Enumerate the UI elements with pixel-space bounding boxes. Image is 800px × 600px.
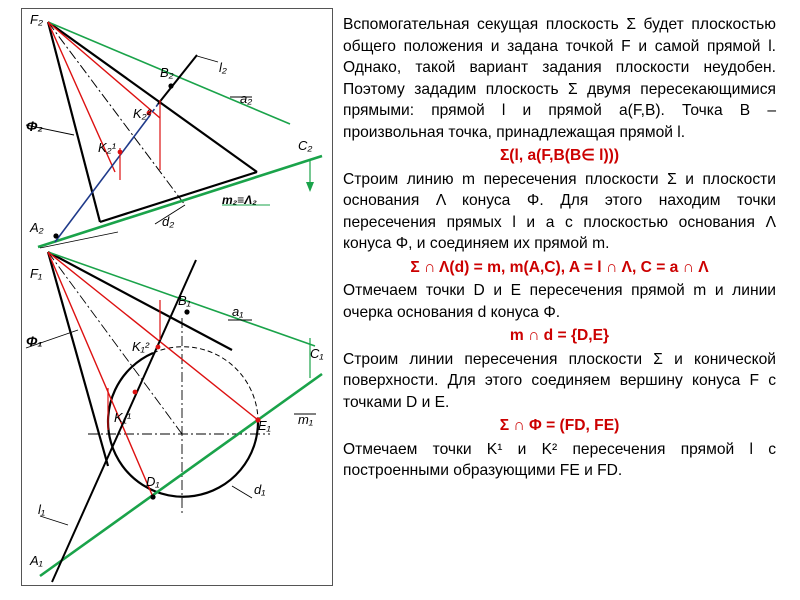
- label-K21: K₂¹: [98, 140, 116, 155]
- paragraph-2: Строим линию m пересечения плоскости Σ и плоскости основания Λ конуса Φ. Для этого находим точки пересечения прямых l и a с плоскостью основания Λ конуса Φ, и соединяем их прямой m.: [343, 170, 776, 252]
- arrowhead-C2: [306, 182, 314, 192]
- red-line-F1-E1: [48, 252, 258, 420]
- top-view: [26, 252, 322, 582]
- paragraph-4: Строим линии пересечения плоскости Σ и конической поверхности. Для этого соединяем вершину конуса F с точками D и E.: [343, 350, 776, 411]
- label-D1: D₁: [146, 474, 160, 489]
- paragraph-3: Отмечаем точки D и E пересечения прямой m и линии очерка основания d конуса Φ.: [343, 282, 776, 321]
- point-K21: [118, 150, 123, 155]
- label-E1: E₁: [258, 418, 271, 433]
- red-line-F1-D1: [48, 252, 153, 497]
- label-d2: d₂: [162, 214, 175, 229]
- point-B1: [184, 309, 189, 314]
- point-D1: [150, 494, 155, 499]
- leader-d1: [232, 486, 252, 498]
- paragraph-1: Вспомогательная секущая плоскость Σ будет плоскостью общего положения и задана точкой F и самой прямой l. Однако, такой вариант задания плоскости неудобен. Поэтому зададим плоскость Σ двумя пересекающимися прямыми: прямой l и прямой a(F,B). Точка B – произвольная точка, принадлежащая прямой l.: [343, 16, 776, 141]
- label-B1: B₁: [178, 293, 191, 308]
- labels: [26, 12, 324, 568]
- line-l2-blue: [55, 118, 148, 242]
- descriptive-geometry-drawing: [0, 0, 340, 600]
- paragraph-5: Отмечаем точки K¹ и K² пересечения прямой l с построенными образующими FE и FD.: [343, 440, 776, 479]
- formula-2: Σ ∩ Λ(d) = m, m(A,C), A = l ∩ Λ, C = a ∩ Λ: [410, 258, 709, 276]
- label-K22: K₂²: [133, 106, 151, 121]
- point-K12: [156, 345, 161, 350]
- leader-l2: [197, 56, 218, 62]
- label-C2: C₂: [298, 138, 313, 153]
- cone-axis-2: [48, 22, 185, 205]
- line-m2: [38, 156, 322, 247]
- formula-1: Σ(l, a(F,B(B∈ l))): [499, 147, 620, 164]
- label-A2: A₂: [30, 220, 44, 235]
- label-K12: K₁²: [132, 339, 150, 354]
- label-d1: d₁: [254, 482, 266, 497]
- point-A2: [53, 233, 58, 238]
- label-K11: K₁¹: [114, 410, 132, 425]
- label-B2: B₂: [160, 65, 174, 80]
- label-a2: a₂: [240, 91, 253, 106]
- label-Phi1: Φ₁: [26, 333, 43, 349]
- label-l1: l₁: [38, 502, 45, 517]
- point-B2: [168, 83, 173, 88]
- label-l2: l₂: [219, 60, 227, 75]
- label-m2: m₂≡Λ₂: [222, 193, 257, 207]
- leader-l1: [40, 516, 68, 525]
- formula-3: m ∩ d = {D,E}: [509, 327, 610, 344]
- label-F2: F₂: [30, 12, 43, 27]
- cone-generatrix-right-1: [48, 252, 232, 350]
- cone-generatrix-left-1: [48, 252, 108, 466]
- label-m1: m₁: [298, 412, 313, 427]
- point-K11: [133, 390, 138, 395]
- label-a1: a₁: [232, 304, 244, 319]
- red-line-F2-K22: [48, 22, 160, 118]
- base-circle-d1-hidden: [153, 347, 258, 420]
- label-A1: A₁: [30, 553, 43, 568]
- label-C1: C₁: [310, 346, 324, 361]
- label-F1: F₁: [30, 266, 43, 281]
- explanation-text: [343, 14, 776, 482]
- line-m1: [40, 374, 322, 576]
- formula-4: Σ ∩ Φ = (FD, FE): [499, 417, 620, 434]
- label-Phi2: Φ₂: [26, 118, 43, 134]
